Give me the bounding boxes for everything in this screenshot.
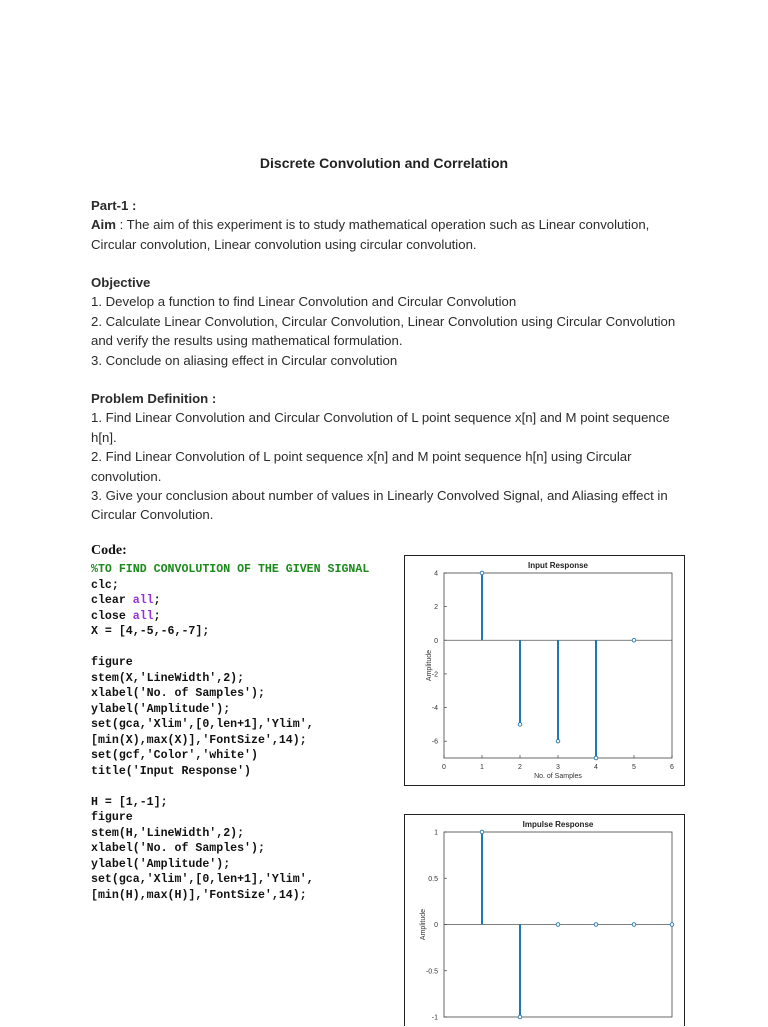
impulse-response-chart bbox=[405, 815, 684, 1027]
code-line: clc; bbox=[91, 578, 119, 592]
input-response-plot bbox=[404, 555, 685, 786]
stem-marker bbox=[518, 1015, 522, 1019]
chart-title: Impulse Response bbox=[522, 820, 594, 829]
stem-marker bbox=[556, 923, 560, 927]
code-line: xlabel('No. of Samples'); bbox=[91, 687, 265, 700]
x-tick-label: 0 bbox=[442, 764, 446, 771]
x-tick-label: 2 bbox=[518, 764, 522, 771]
y-tick-label: -2 bbox=[431, 671, 438, 679]
x-tick-label: 4 bbox=[594, 764, 598, 771]
code-line: stem(X,'LineWidth',2); bbox=[91, 671, 245, 685]
y-tick-label: -1 bbox=[431, 1014, 438, 1022]
stem-marker bbox=[632, 638, 636, 642]
code-line: ylabel('Amplitude'); bbox=[91, 702, 231, 716]
aim-paragraph bbox=[91, 215, 691, 254]
problem-item: 3. Give your conclusion about number of values in Linearly Convolved Signal, and Aliasing effect in Circular Convolution. bbox=[91, 488, 668, 523]
chart-title: Input Response bbox=[527, 561, 589, 570]
problem-section bbox=[91, 389, 691, 525]
code-comment: %TO FIND CONVOLUTION OF THE GIVEN SIGNAL bbox=[91, 563, 370, 576]
y-axis-label: Amplitude bbox=[420, 908, 427, 941]
y-tick-label: 4 bbox=[434, 570, 438, 578]
code-line: X = [4,-5,-6,-7]; bbox=[91, 625, 210, 638]
code-line: close all; bbox=[91, 609, 161, 623]
x-tick-label: 5 bbox=[632, 764, 636, 771]
objective-item: 1. Develop a function to find Linear Convolution and Circular Convolution bbox=[91, 294, 517, 310]
y-axis-label: Amplitude bbox=[426, 649, 433, 682]
code-label: Code: bbox=[91, 543, 127, 558]
stem-marker bbox=[594, 756, 598, 760]
stem-marker bbox=[518, 723, 522, 727]
code-block bbox=[91, 562, 369, 903]
code-line: H = [1,-1]; bbox=[91, 795, 168, 809]
x-axis-label: No. of Samples bbox=[534, 773, 582, 780]
problem-item: 1. Find Linear Convolution and Circular Convolution of L point sequence x[n] and M point sequence h[n]. bbox=[91, 410, 670, 445]
document-title: Discrete Convolution and Correlation bbox=[259, 155, 509, 171]
code-line: [min(X),max(X)],'FontSize',14); bbox=[91, 733, 307, 747]
stem-marker bbox=[480, 830, 484, 834]
code-line: [min(H),max(H)],'FontSize',14); bbox=[91, 888, 307, 902]
stem-marker bbox=[556, 739, 560, 743]
y-tick-label: 0 bbox=[434, 637, 438, 645]
y-tick-label: -0.5 bbox=[425, 968, 438, 976]
objective-item: 2. Calculate Linear Convolution, Circular Convolution, Linear Convolution using Circular Convolution and verify the results using mathematical formulation. bbox=[91, 313, 676, 349]
code-line: set(gcf,'Color','white') bbox=[91, 749, 258, 762]
y-tick-label: -6 bbox=[431, 738, 438, 746]
x-tick-label: 1 bbox=[480, 764, 484, 771]
stem-marker bbox=[632, 923, 636, 927]
code-line: set(gca,'Xlim',[0,len+1],'Ylim', bbox=[91, 873, 314, 886]
code-line: clear all; bbox=[91, 594, 161, 607]
objective-heading: Objective bbox=[91, 275, 151, 290]
code-line: figure bbox=[91, 656, 133, 669]
stem-marker bbox=[480, 571, 484, 575]
code-line: stem(H,'LineWidth',2); bbox=[91, 826, 245, 840]
code-line: figure bbox=[91, 811, 133, 824]
impulse-response-plot bbox=[404, 814, 685, 1026]
problem-heading: Problem Definition : bbox=[91, 391, 217, 406]
y-tick-label: 1 bbox=[434, 829, 438, 837]
x-tick-label: 6 bbox=[670, 764, 674, 771]
input-response-chart bbox=[405, 556, 684, 785]
part-heading: Part-1 : bbox=[91, 198, 137, 213]
y-tick-label: 2 bbox=[434, 604, 438, 612]
x-tick-label: 3 bbox=[556, 764, 560, 771]
code-line: ylabel('Amplitude'); bbox=[91, 857, 231, 871]
aim-section bbox=[91, 196, 691, 254]
objective-item: 3. Conclude on aliasing effect in Circular convolution bbox=[91, 352, 398, 368]
y-tick-label: 0.5 bbox=[428, 875, 438, 883]
y-tick-label: 0 bbox=[434, 922, 438, 929]
code-line: title('Input Response') bbox=[91, 764, 252, 778]
code-line: set(gca,'Xlim',[0,len+1],'Ylim', bbox=[91, 718, 314, 731]
problem-item: 2. Find Linear Convolution of L point sequence x[n] and M point sequence h[n] using Circular convolution. bbox=[91, 449, 632, 484]
aim-label: Aim bbox=[91, 217, 116, 233]
objective-section bbox=[91, 273, 691, 370]
aim-text: : The aim of this experiment is to study mathematical operation such as Linear convolution, Circular convolution, Linear convolution using circular convolution. bbox=[91, 217, 650, 252]
stem-marker bbox=[670, 923, 674, 927]
y-tick-label: -4 bbox=[431, 705, 438, 713]
stem-marker bbox=[594, 923, 598, 927]
code-line: xlabel('No. of Samples'); bbox=[91, 842, 265, 855]
